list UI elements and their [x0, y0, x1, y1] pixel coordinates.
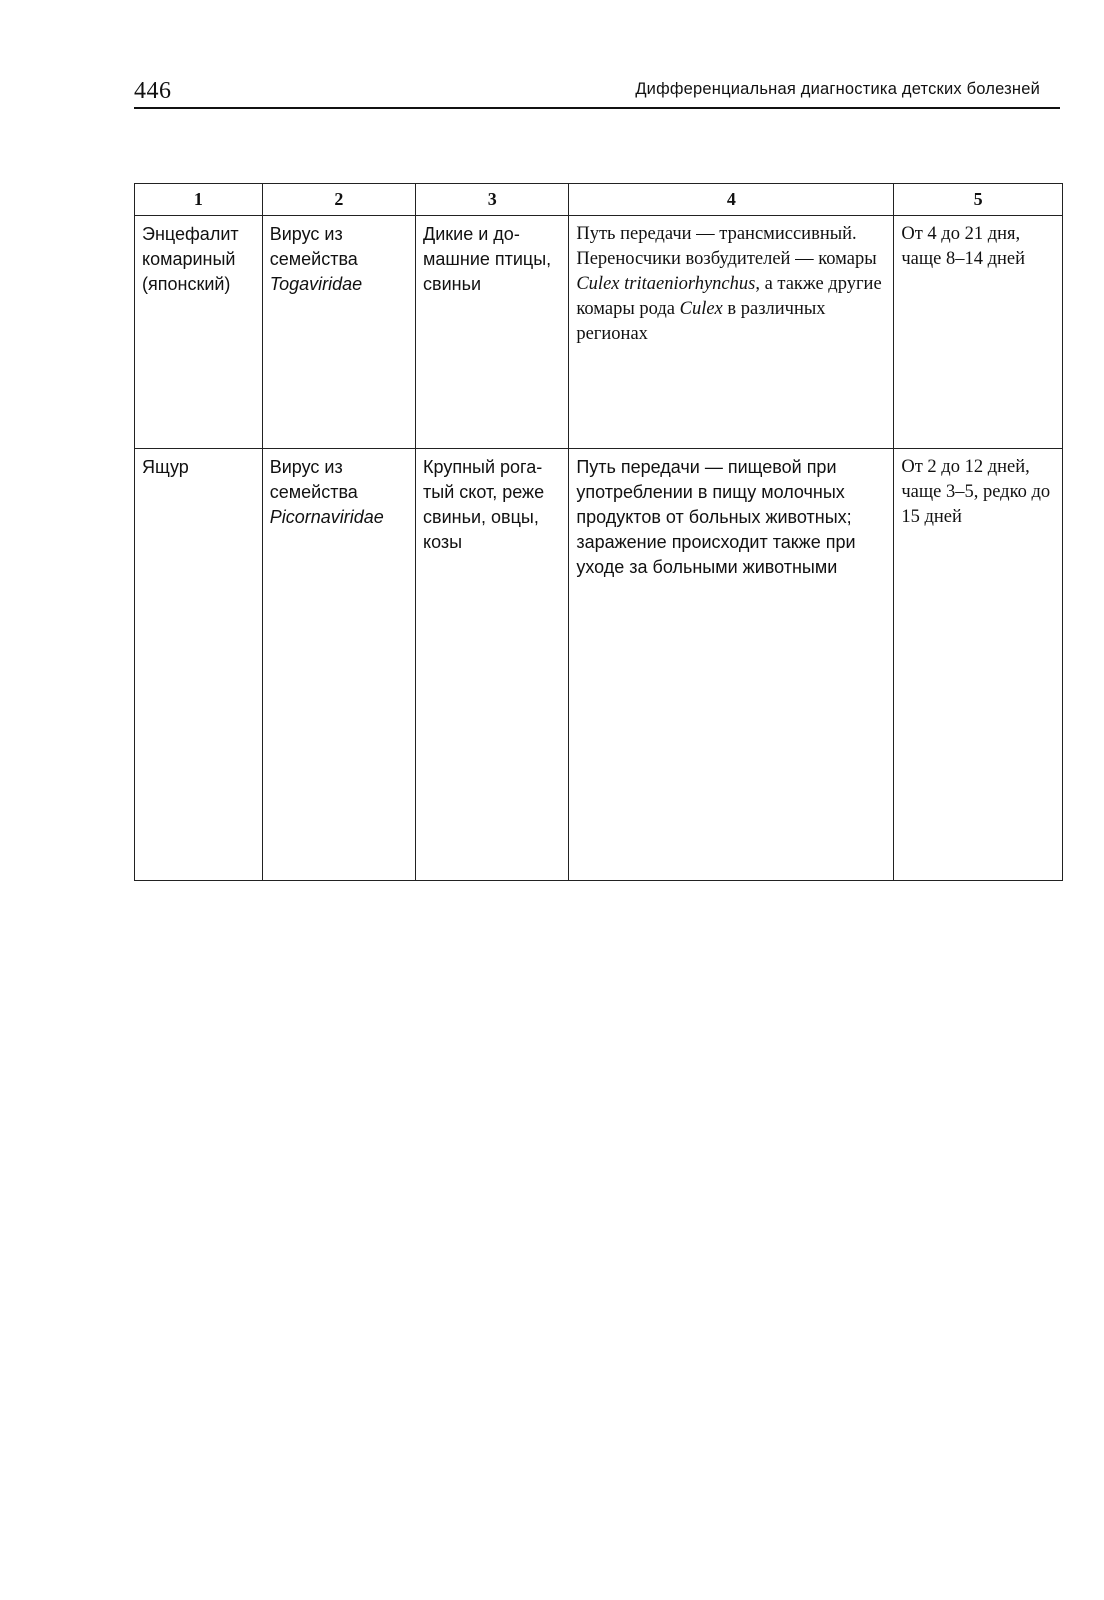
column-header-1: 1: [135, 184, 263, 216]
agent-prefix: Вирус из семейства: [269, 457, 358, 502]
source-cell: [416, 216, 569, 449]
table-header-row: [135, 184, 1063, 216]
column-header-5: 5: [894, 184, 1063, 216]
disease-cell: [135, 449, 263, 881]
transmission-text: Путь передачи — пищевой при употреблении в пищу молочных продуктов от больных животных; заражение происходит также при уходе за больными животными: [576, 457, 856, 577]
vector-species: Culex tritaeniorhynchus: [576, 274, 756, 294]
transmission-text-a: Путь передачи — трансмиссивный. Переносчики возбудителей — комары: [576, 224, 877, 269]
transmission-text-c: в различных регионах: [576, 299, 826, 344]
column-header-4: 4: [569, 184, 894, 216]
agent-family: Togaviridae: [269, 274, 363, 294]
source-text: Дикие и домашние птицы, свиньи: [423, 224, 552, 294]
running-title: Дифференциальная диагностика детских болезней: [635, 80, 1040, 98]
agent-prefix: Вирус из семейства: [269, 224, 358, 269]
transmission-text-b: , а также другие комары рода: [576, 274, 882, 319]
disease-name: Ящур: [142, 457, 189, 477]
table-row: [135, 449, 1063, 881]
disease-cell: [135, 216, 263, 449]
column-header-2: 2: [262, 184, 415, 216]
header-rule: [134, 107, 1060, 109]
agent-cell: [262, 216, 415, 449]
incubation-text: От 4 до 21 дня, чаще 8–14 дней: [901, 224, 1025, 269]
table-row: [135, 216, 1063, 449]
page-number: 446: [134, 78, 172, 104]
disease-name: Энцефалит комариный (японский): [142, 224, 239, 294]
incubation-text: От 2 до 12 дней, чаще 3–5, редко до 15 дней: [901, 457, 1051, 527]
incubation-cell: [894, 216, 1063, 449]
transmission-cell: [569, 449, 894, 881]
source-text: Крупный рогатый скот, реже свиньи, овцы, козы: [423, 457, 545, 552]
column-header-3: 3: [416, 184, 569, 216]
incubation-cell: [894, 449, 1063, 881]
vector-genus: Culex: [679, 299, 723, 319]
agent-cell: [262, 449, 415, 881]
source-cell: [416, 449, 569, 881]
agent-family: Picornaviridae: [269, 507, 384, 527]
diagnosis-table: [134, 183, 1063, 881]
transmission-cell: [569, 216, 894, 449]
